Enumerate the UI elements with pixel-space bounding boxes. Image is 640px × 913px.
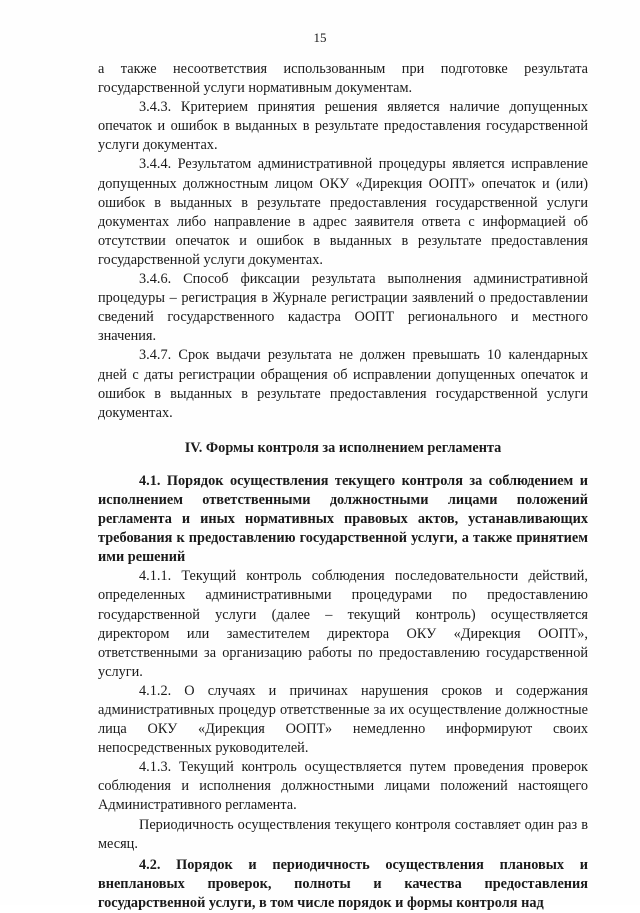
paragraph-4-1-3: 4.1.3. Текущий контроль осуществляется путем проведения проверок соблюдения и исполнения должностными лицами положений настоящего Административного регламента. bbox=[98, 759, 588, 814]
paragraph-4-1-1: 4.1.1. Текущий контроль соблюдения последовательности действий, определенных административными процедурами по предоставлению государственной услуги (далее – текущий контроль) осуществляется директором или заместителем директора ОКУ «Дирекция ООПТ», ответственными за организацию работы по предоставлению государственной услуги. bbox=[98, 568, 588, 680]
paragraph-4-1-2: 4.1.2. О случаях и причинах нарушения сроков и содержания административных процедур ответственные за их осуществление должностные лица ОКУ «Дирекция ООПТ» немедленно информируют своих непосредственных руководителей. bbox=[98, 682, 588, 757]
paragraph-continuation: а также несоответствия использованным при подготовке результата государственной услуги нормативным документам. bbox=[98, 61, 588, 97]
paragraph-periodicity: Периодичность осуществления текущего контроля составляет один раз в месяц. bbox=[98, 816, 588, 852]
section-heading-iv: IV. Формы контроля за исполнением регламента bbox=[184, 439, 502, 456]
paragraph-3-4-4: 3.4.4. Результатом административной процедуры является исправление допущенных должностным лицом ОКУ «Дирекция ООПТ» опечаток и (или) ошибок в выданных в результате предоставления государственной услуги документах либо направление в адрес заявителя ответа с информацией об отсутствии опечаток и ошибок в выданных в результате предоставления государственной услуги документах. bbox=[98, 156, 588, 268]
paragraph-3-4-3: 3.4.3. Критерием принятия решения является наличие допущенных опечаток и ошибок в выданных в результате предоставления государственной услуги документах. bbox=[98, 99, 588, 154]
paragraph-3-4-6: 3.4.6. Способ фиксации результата выполнения административной процедуры – регистрация в Журнале регистрации заявлений о предоставлении сведений государственного кадастра ООПТ регионального и местного значения. bbox=[98, 271, 588, 345]
page-number: 15 bbox=[313, 30, 327, 45]
paragraph-3-4-7: 3.4.7. Срок выдачи результата не должен превышать 10 календарных дней с даты регистрации обращения об исправлении допущенных опечаток и ошибок в выданных в результате предоставления государственной услуги документах. bbox=[98, 347, 588, 421]
document-body bbox=[98, 60, 588, 913]
subsection-heading-4-2: 4.2. Порядок и периодичность осуществления плановых и внеплановых проверок, полноты и качества предоставления государственной услуги, в том числе порядок и формы контроля над bbox=[98, 856, 588, 911]
subsection-heading-4-1: 4.1. Порядок осуществления текущего контроля за соблюдением и исполнением ответственными должностными лицами положений регламента и иных нормативных правовых актов, устанавливающих требования к предоставлению государственной услуги, а также принятием ими решений bbox=[98, 472, 588, 566]
